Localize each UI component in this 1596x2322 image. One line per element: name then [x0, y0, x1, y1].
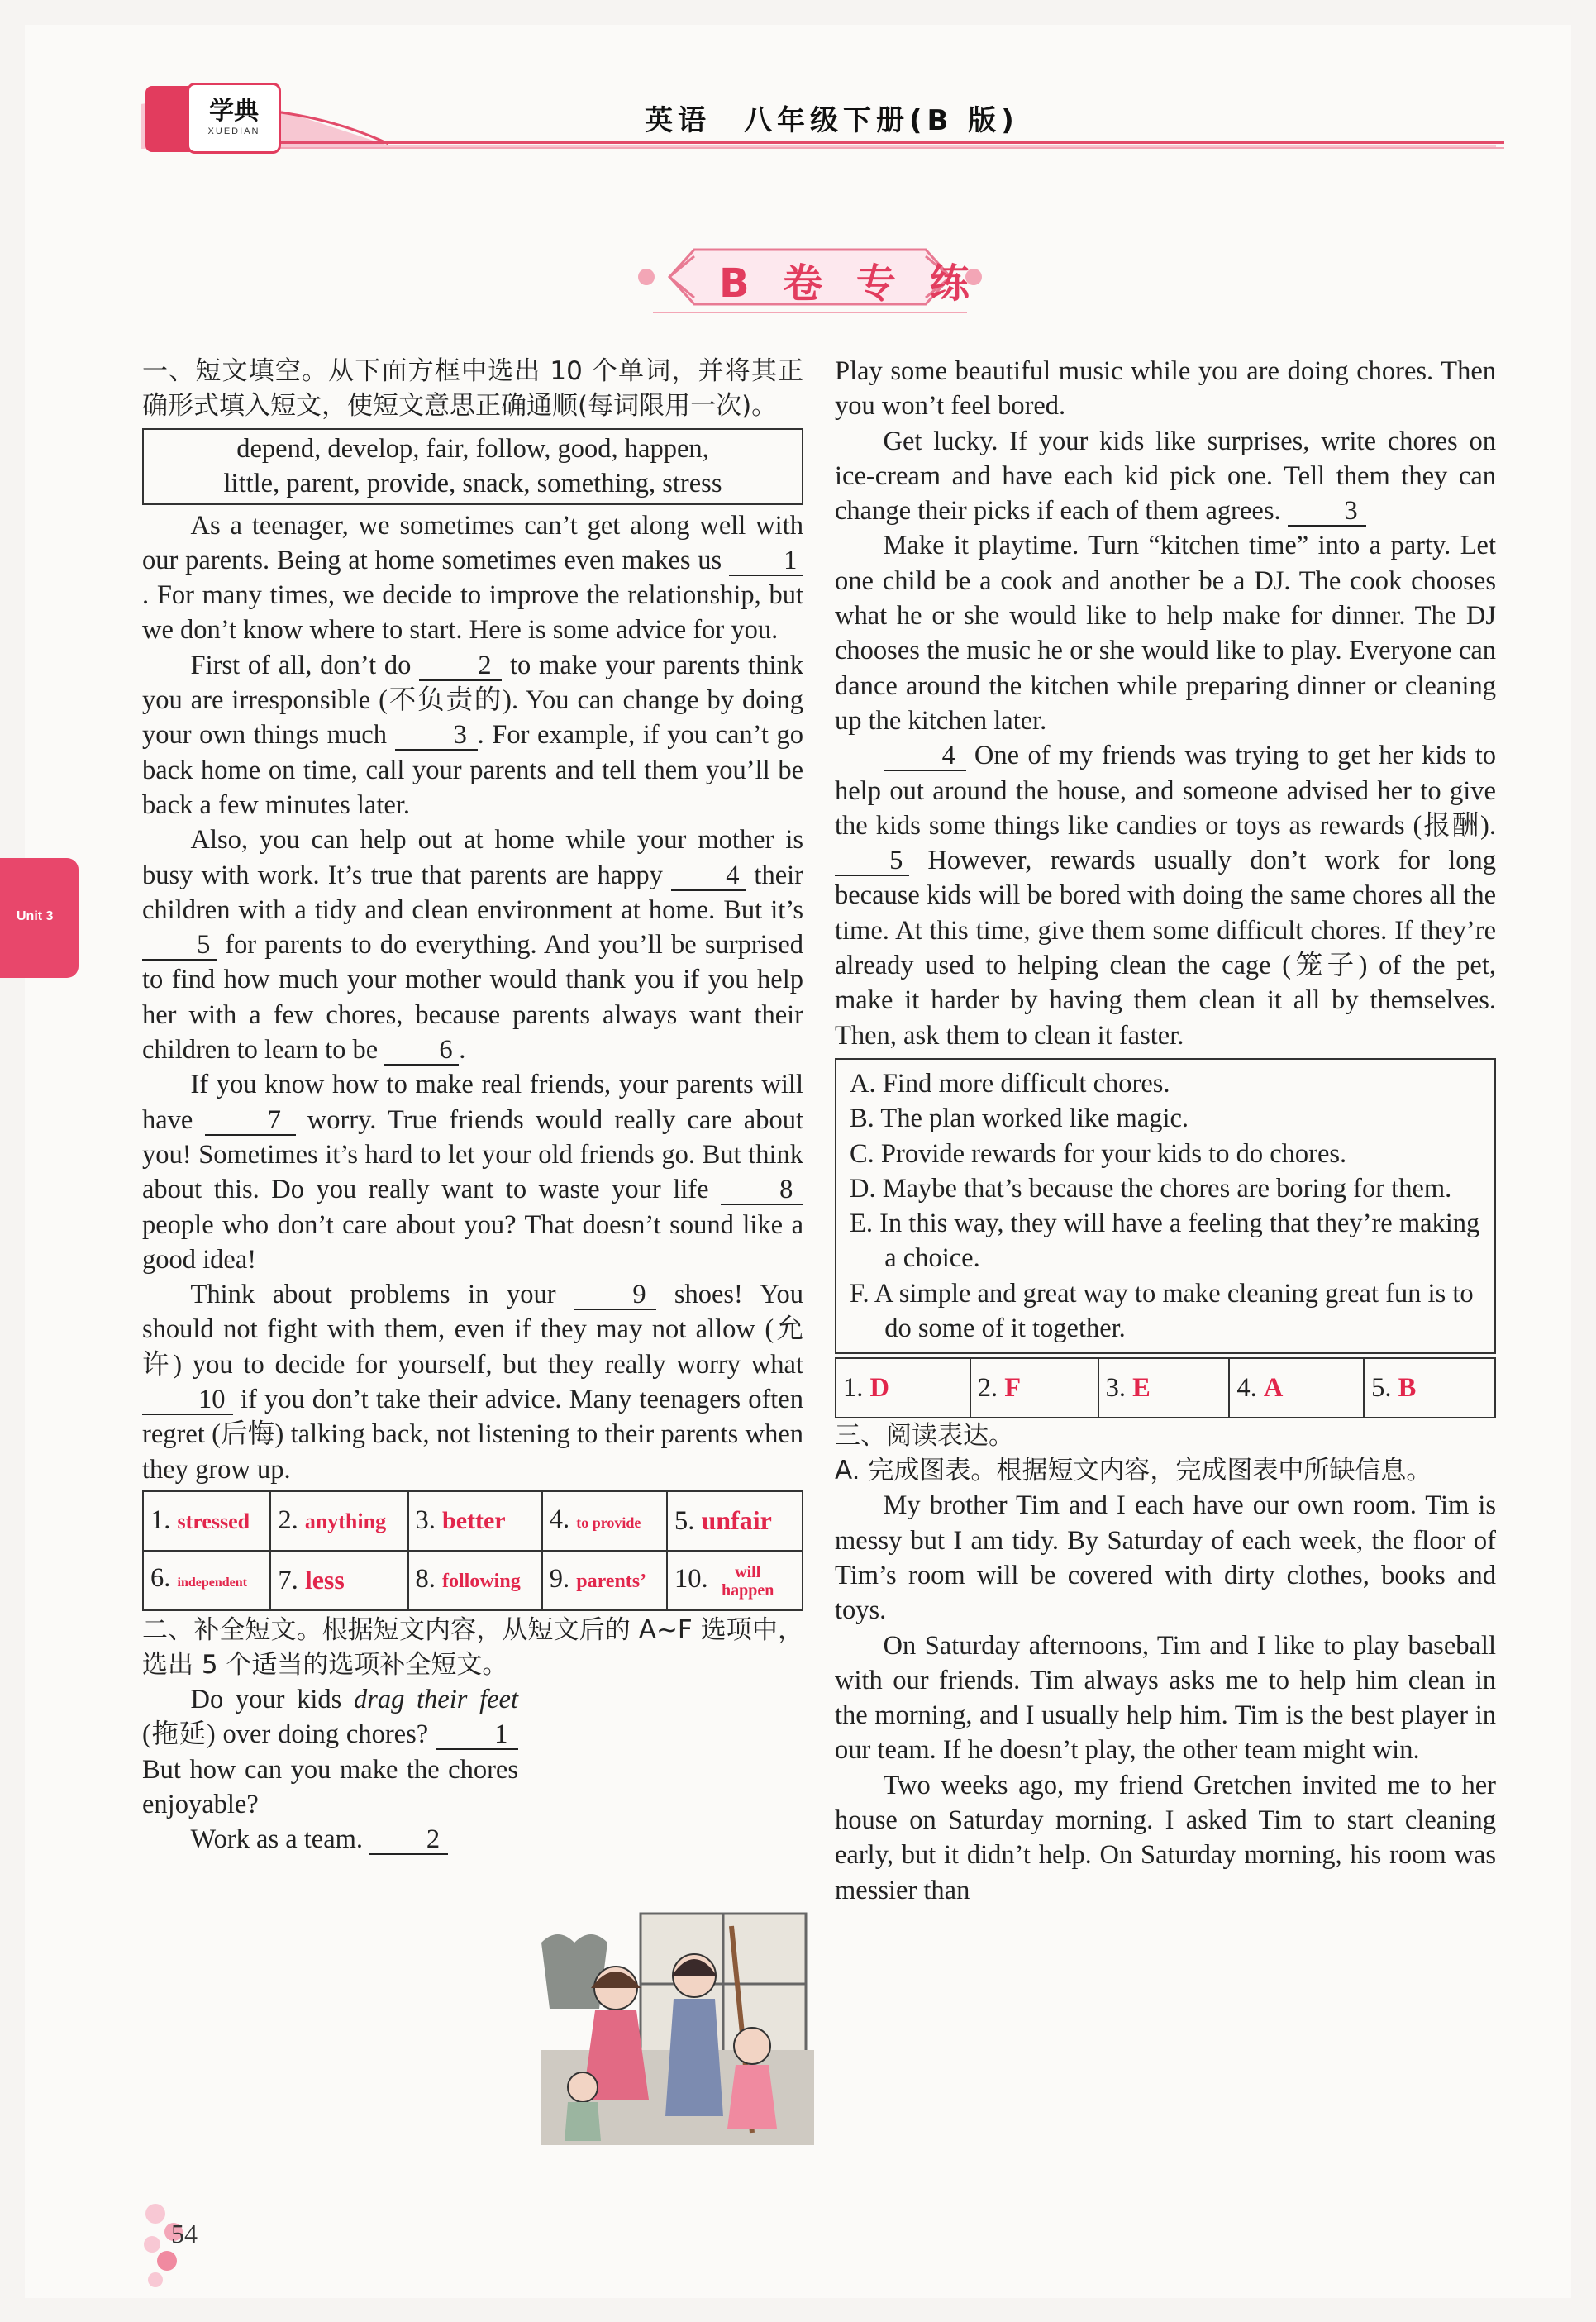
paragraph: My brother Tim and I each have our own room. Tim is messy but I am tidy. By Saturday of each week, the floor of Tim’s room will be covered with dirty clothes, books and toys. — [835, 1490, 1496, 1626]
section3-heading: 三、阅读表达。 — [835, 1421, 1014, 1452]
blank-5: 5 — [142, 931, 217, 961]
logo-subtext: XUEDIAN — [207, 126, 260, 136]
header-rule-thin — [273, 147, 1504, 149]
book-title: 英语 八年级下册(B 版) — [645, 104, 1019, 137]
answer-cell: 3. better — [408, 1491, 542, 1551]
unit-tab — [0, 858, 79, 978]
blank-1: 1 — [729, 546, 803, 576]
table-row — [143, 1551, 803, 1610]
answer-table-2 — [835, 1357, 1496, 1418]
text: worry. True friends would really care about you! Sometimes it’s hard to let your old friends go. But think about this. Do you really want to waste your life — [142, 1104, 803, 1205]
paragraph — [835, 424, 1496, 529]
answer-cell: 1. stressed — [143, 1491, 270, 1551]
answer-cell: 4. A — [1229, 1358, 1364, 1418]
text: (拖延) over doing chores? — [142, 1719, 436, 1750]
blank-4: 4 — [884, 741, 966, 771]
text: Get lucky. If your kids like surprises, write chores on ice-cream and have each kid pick one. Tell them they can change their picks if each of them agrees. — [835, 426, 1496, 527]
text: But how can you make the chores enjoyable? — [142, 1754, 518, 1819]
answer-text: parents’ — [576, 1571, 647, 1593]
answer-cell: 5. unfair — [667, 1491, 803, 1551]
blank-1: 1 — [436, 1720, 518, 1750]
answer-text: to provide — [576, 1514, 641, 1531]
text: their children with a tidy and clean environment at home. But it’s — [142, 860, 803, 925]
answer-cell: 1. D — [836, 1358, 970, 1418]
answer-text: better — [442, 1507, 506, 1535]
blank-8: 8 — [721, 1175, 803, 1205]
paragraph — [142, 1277, 803, 1487]
option-e: E. In this way, they will have a feeling that they’re making a choice. — [850, 1209, 1480, 1274]
paragraph — [835, 738, 1496, 1053]
answer-cell: 6. independent — [143, 1551, 270, 1610]
text: . — [459, 1035, 466, 1066]
text: shoes! You should not fight with them, even if they may not allow (允许) you to decide for yourself, but they really worry what — [142, 1280, 803, 1380]
blank-2: 2 — [419, 651, 502, 681]
answer-cell: 10. will happen — [667, 1551, 803, 1610]
word-box — [142, 428, 803, 505]
section1-heading: 一、短文填空。从下面方框中选出 10 个单词，并将其正确形式填入短文，使短文意思正确通顺(每词限用一次)。 — [142, 356, 803, 421]
section2-intro — [142, 1682, 518, 1857]
table-row — [836, 1358, 1495, 1418]
blank-10: 10 — [142, 1385, 233, 1415]
answer-text: will happen — [722, 1562, 774, 1600]
answer-text: A — [1263, 1373, 1284, 1404]
paragraph — [142, 1682, 518, 1822]
blank-2: 2 — [369, 1825, 448, 1855]
blank-9: 9 — [574, 1280, 656, 1310]
text: However, rewards usually don’t work for long because kids will be bored with doing the same chores all the time. At this time, give them some difficult chores. If they’re already used to helping clean the cage (笼子) of the pet, make it harder by having them clean it all by themselves. Then, ask them to clean it faster. — [835, 846, 1496, 1051]
option-b: B. The plan worked like magic. — [850, 1104, 1189, 1134]
paragraph: Play some beautiful music while you are doing chores. Then you won’t feel bored. — [835, 356, 1496, 422]
paragraph — [142, 1067, 803, 1277]
section3-subheading: A. 完成图表。根据短文内容，完成图表中所缺信息。 — [835, 1456, 1432, 1486]
answer-cell: 4. to provide — [542, 1491, 667, 1551]
option-f: F. A simple and great way to make cleaning great fun is to do some of it together. — [850, 1278, 1474, 1344]
paragraph — [142, 648, 803, 822]
left-column — [142, 354, 803, 1857]
text: Also, you can help out at home while your mother is busy with work. It’s true that parents are happy — [142, 825, 803, 890]
text: if you don’t take their advice. Many teenagers often regret (后悔) talking back, not listening to their parents when they grow up. — [142, 1385, 803, 1485]
answer-cell: 5. B — [1364, 1358, 1495, 1418]
section2-heading: 二、补全短文。根据短文内容，从短文后的 A~F 选项中，选出 5 个适当的选项补全短文。 — [142, 1614, 803, 1680]
answer-table-1 — [142, 1490, 803, 1611]
options-box — [835, 1058, 1496, 1354]
blank-6: 6 — [384, 1036, 459, 1066]
answer-cell: 2. F — [970, 1358, 1098, 1418]
option-a: A. Find more difficult chores. — [850, 1068, 1170, 1099]
text: . For example, if you can’t go back home on time, call your parents and tell them you’ll be back a few minutes later. — [142, 720, 803, 820]
answer-cell: 7. less — [270, 1551, 407, 1610]
paragraph — [142, 822, 803, 1067]
answer-text: anything — [304, 1509, 387, 1533]
table-row — [143, 1491, 803, 1551]
answer-text: D — [869, 1373, 889, 1404]
right-column — [835, 354, 1496, 1908]
section-banner-title: B 卷 专 练 — [719, 260, 979, 307]
answer-text: independent — [177, 1575, 247, 1590]
logo — [187, 83, 281, 154]
header-rule — [273, 141, 1504, 144]
answer-text: stressed — [177, 1509, 250, 1533]
blank-3: 3 — [395, 721, 478, 751]
family-chores-illustration — [541, 1910, 814, 2145]
text: people who don’t care about you? That doesn’t sound like a good idea! — [142, 1209, 803, 1275]
answer-cell: 8. following — [408, 1551, 542, 1610]
word-box-line: little, parent, provide, snack, something, stress — [223, 469, 722, 499]
answer-text: E — [1132, 1373, 1151, 1404]
text: As a teenager, we sometimes can’t get along well with our parents. Being at home sometimes even makes us — [142, 510, 803, 575]
answer-cell: 3. E — [1098, 1358, 1230, 1418]
text: to make your parents think you are irresponsible (不负责的). You can change by doing your own things much — [142, 650, 803, 751]
text: Do your kids — [190, 1684, 354, 1714]
answer-text: less — [304, 1565, 345, 1595]
answer-text: following — [442, 1571, 521, 1593]
word-box-line: depend, develop, fair, follow, good, happen, — [236, 434, 709, 464]
option-d: D. Maybe that’s because the chores are boring for them. — [850, 1173, 1452, 1204]
paragraph: Make it playtime. Turn “kitchen time” into a party. Let one child be a cook and another be a DJ. The cook chooses what he or she would like to help make for dinner. The DJ chooses the music he or she would like to play. Everyone can dance around the kitchen while preparing dinner or cleaning up the kitchen later. — [835, 531, 1496, 736]
logo-text: 学典 — [209, 97, 259, 126]
paragraph — [142, 508, 803, 648]
answer-cell: 9. parents’ — [542, 1551, 667, 1610]
text: First of all, don’t do — [190, 650, 420, 680]
unit-tab-label: Unit 3 — [17, 909, 54, 923]
option-c: C. Provide rewards for your kids to do chores. — [850, 1138, 1347, 1169]
blank-7: 7 — [205, 1106, 296, 1136]
answer-cell: 2. anything — [270, 1491, 407, 1551]
text: for parents to do everything. And you’ll be surprised to find how much your mother would thank you if you help her with a few chores, because parents always want their children to learn to be — [142, 930, 803, 1066]
paragraph: Two weeks ago, my friend Gretchen invited me to her house on Saturday morning. I asked Tim to start cleaning early, but it didn’t help. On Saturday morning, his room was messier than — [835, 1770, 1496, 1905]
text: If you know how to make real friends, your parents will have — [142, 1070, 803, 1135]
blank-3: 3 — [1288, 497, 1366, 527]
answer-text: unfair — [701, 1505, 772, 1536]
italic-text: drag their feet — [353, 1684, 518, 1714]
text: . For many times, we decide to improve the relationship, but we don’t know where to start. Here is some advice for you. — [142, 580, 803, 646]
answer-text: B — [1398, 1373, 1417, 1404]
text: Think about problems in your — [190, 1280, 574, 1310]
paragraph: On Saturday afternoons, Tim and I like to play baseball with our friends. Tim always asks me to help him clean in the morning, and I usually help him. Tim is the best player in our team. If he doesn’t play, the other team might win. — [835, 1630, 1496, 1766]
text: Work as a team. — [190, 1824, 370, 1855]
paragraph — [142, 1822, 518, 1857]
blank-4: 4 — [671, 861, 746, 891]
text: One of my friends was trying to get her kids to help out around the house, and someone advised her to give the kids some things like candies or toys as rewards (报酬). — [835, 741, 1496, 841]
answer-text: F — [1004, 1373, 1022, 1404]
page-number: 54 — [171, 2219, 198, 2248]
blank-5: 5 — [835, 846, 909, 876]
